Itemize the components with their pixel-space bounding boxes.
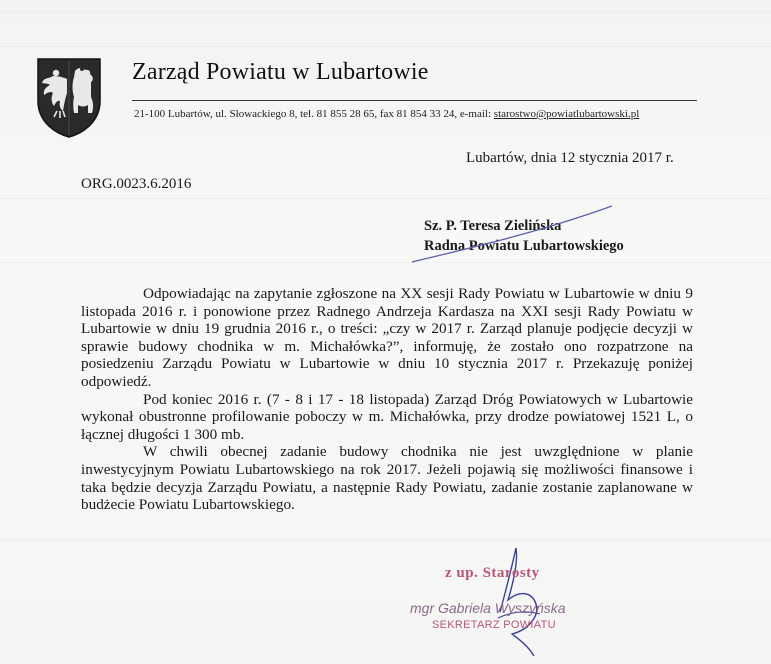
email-link[interactable]: starostwo@powiatlubartowski.pl [493, 108, 640, 120]
addressee-title: Radna Powiatu Lubartowskiego [424, 238, 624, 254]
header-divider [132, 100, 697, 101]
office-address [134, 108, 639, 120]
office-title: Zarząd Powiatu w Lubartowie [132, 59, 429, 85]
signatory-role-stamp: SEKRETARZ POWIATU [432, 619, 556, 631]
address-text: 21-100 Lubartów, ul. Słowackiego 8, tel. 81 855 28 65, fax 81 854 33 24, e-mail: [134, 108, 494, 120]
coat-of-arms-icon [36, 57, 102, 139]
reference-number: ORG.0023.6.2016 [81, 176, 192, 192]
signatory-name-stamp: mgr Gabriela Wyszyńska [410, 600, 566, 616]
letter-body [81, 285, 693, 514]
paragraph: Odpowiadając na zapytanie zgłoszone na XX sesji Rady Powiatu w Lubartowie w dniu 9 listopada 2016 r. i ponowione przez Radnego Andrzeja Kardasza na XXI sesji Rady Powiatu w Lubartowie w dniu 19 grudnia 2016 r., o treści: „czy w 2017 r. Zarząd planuje podjęcie decyzji w sprawie budowy chodnika w m. Michałówka?”, informuję, że zostało ono rozpatrzone na posiedzeniu Zarządu Powiatu w Lubartowie w dniu 10 stycznia 2017 r. Przekazuję poniżej odpowiedź. [81, 285, 693, 390]
addressee-name: Sz. P. Teresa Zielińska [424, 218, 562, 234]
document-date: Lubartów, dnia 12 stycznia 2017 r. [466, 150, 674, 166]
paragraph: Pod koniec 2016 r. (7 - 8 i 17 - 18 listopada) Zarząd Dróg Powiatowych w Lubartowie wykonał obustronne profilowanie poboczy w m. Michałówka, przy drodze powiatowej 1521 L, o łącznej długości 1 300 mb. [81, 390, 693, 443]
paragraph: W chwili obecnej zadanie budowy chodnika nie jest uwzględnione w planie inwestycyjnym Powiatu Lubartowskiego na rok 2017. Jeżeli pojawią się możliwości finansowe i taka będzie decyzja Zarządu Powiatu, a następnie Rady Powiatu, zadanie zostanie zaplanowane w budżecie Powiatu Lubartowskiego. [81, 443, 693, 514]
authorization-stamp: z up. Starosty [445, 565, 540, 581]
addressee-block [424, 216, 624, 256]
